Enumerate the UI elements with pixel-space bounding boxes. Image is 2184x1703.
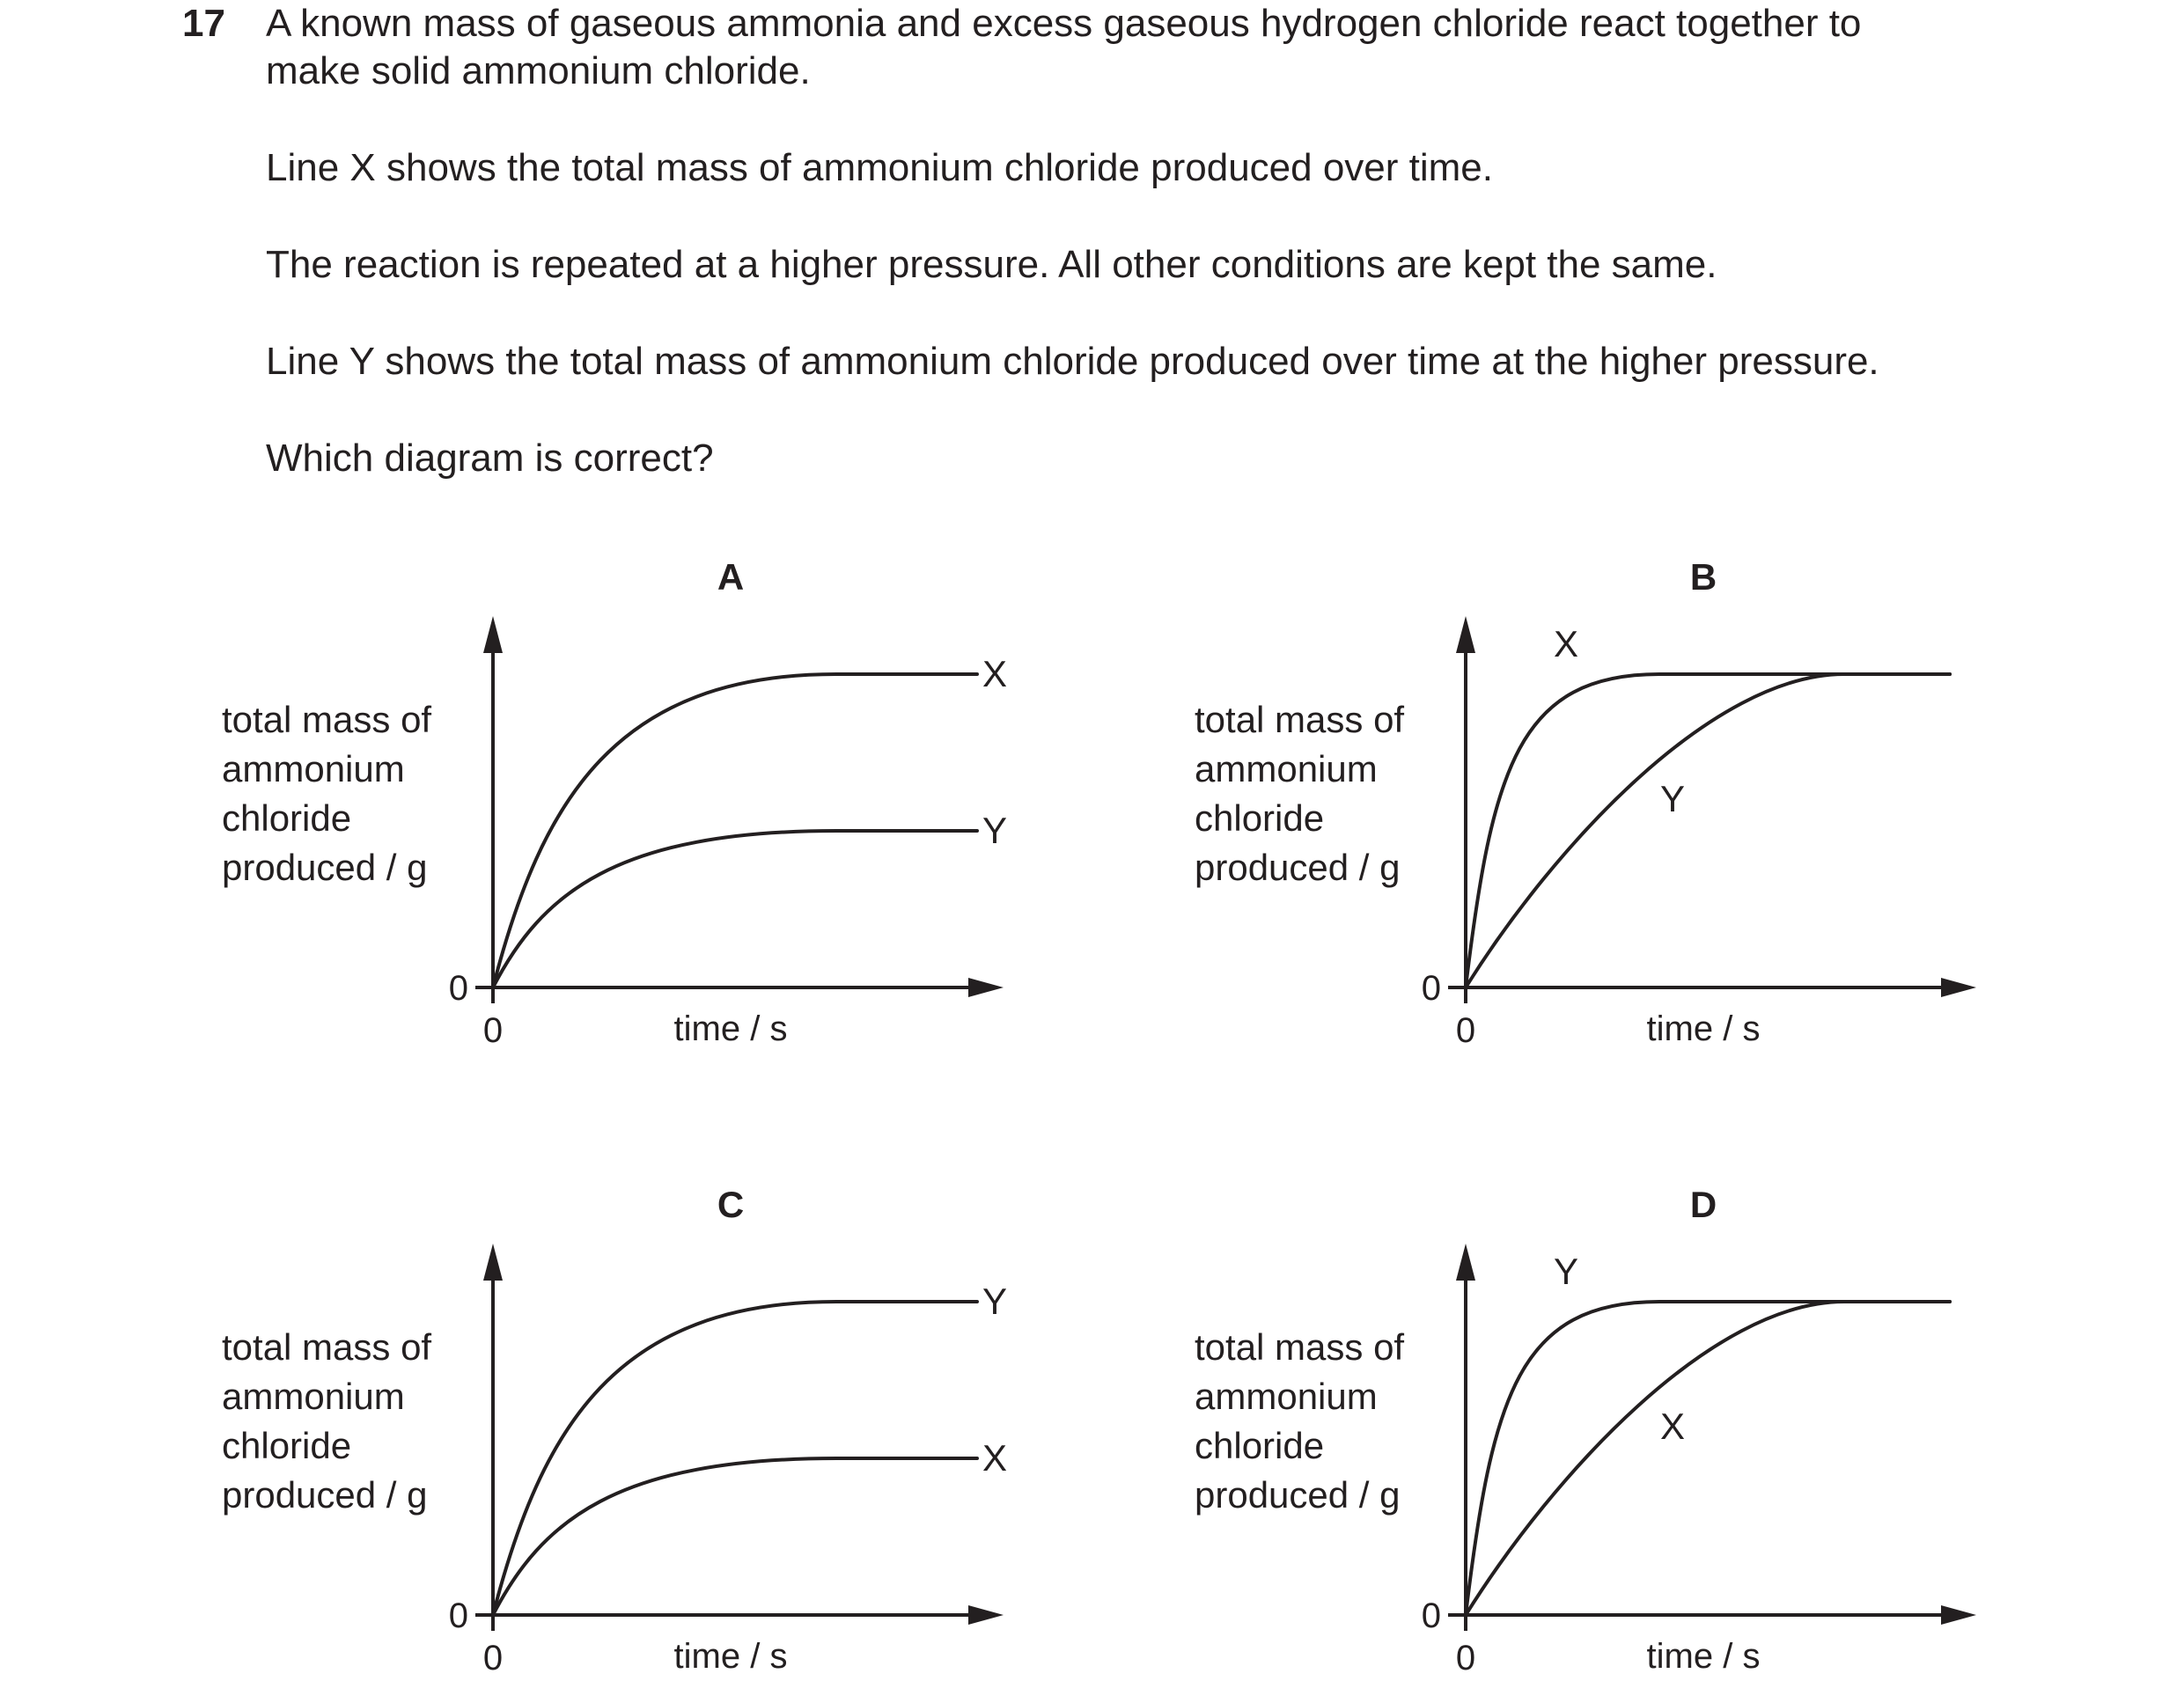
series-line-y <box>493 831 977 987</box>
question-line-2: make solid ammonium chloride. <box>266 49 811 92</box>
x-axis-label: time / s <box>1646 1009 1761 1048</box>
y-axis-arrow <box>483 1244 503 1281</box>
y-axis-label-line: ammonium <box>222 1376 405 1417</box>
x-axis-arrow <box>1941 978 1976 997</box>
question-line-3: Line X shows the total mass of ammonium chloride produced over time. <box>266 146 1493 189</box>
option-letter: A <box>717 556 745 598</box>
question-line-5: Line Y shows the total mass of ammonium chloride produced over time at the higher pressure. <box>266 340 1879 383</box>
y-origin-label: 0 <box>1421 1597 1441 1635</box>
series-label-x: X <box>1659 1406 1686 1447</box>
series-line-x <box>493 1458 977 1615</box>
x-axis-label: time / s <box>673 1009 788 1048</box>
y-axis-label-line: chloride <box>222 1425 352 1466</box>
y-axis-label-line: produced / g <box>1195 847 1401 888</box>
x-axis-label: time / s <box>673 1637 788 1676</box>
y-axis-label-line: total mass of <box>1195 699 1405 740</box>
y-axis-arrow <box>1456 616 1475 653</box>
series-label-y: Y <box>982 1281 1008 1322</box>
question-number: 17 <box>182 2 225 45</box>
question-line-6: Which diagram is correct? <box>266 437 714 480</box>
chart-c <box>222 1184 1007 1677</box>
x-origin-label: 0 <box>1455 1639 1476 1677</box>
option-letter: C <box>717 1184 745 1225</box>
x-origin-label: 0 <box>482 1639 504 1677</box>
x-axis-arrow <box>968 1605 1004 1625</box>
question-line-1: A known mass of gaseous ammonia and excess gaseous hydrogen chloride react together to <box>266 2 1862 45</box>
y-axis-label-line: chloride <box>1195 797 1325 839</box>
series-line-y <box>1466 1302 1950 1615</box>
x-axis-arrow <box>1941 1605 1976 1625</box>
series-label-x: X <box>1554 623 1579 664</box>
x-origin-label: 0 <box>1455 1011 1476 1050</box>
series-label-x: X <box>982 653 1008 694</box>
y-axis-label-line: produced / g <box>1195 1474 1401 1516</box>
y-axis-label-line: chloride <box>222 797 352 839</box>
y-axis-label-line: total mass of <box>222 1326 432 1368</box>
x-axis-label: time / s <box>1646 1637 1761 1676</box>
option-letter: D <box>1689 1184 1717 1225</box>
question-line-4: The reaction is repeated at a higher pressure. All other conditions are kept the same. <box>266 243 1717 286</box>
y-axis-label-line: total mass of <box>222 699 432 740</box>
y-axis-label-line: total mass of <box>1195 1326 1405 1368</box>
y-origin-label: 0 <box>448 969 468 1008</box>
x-axis-arrow <box>968 978 1004 997</box>
y-axis-label-line: ammonium <box>1195 748 1378 789</box>
y-axis-label-line: produced / g <box>222 1474 428 1516</box>
y-origin-label: 0 <box>448 1597 468 1635</box>
y-axis-label-line: ammonium <box>222 748 405 789</box>
chart-a <box>222 556 1007 1050</box>
chart-d <box>1195 1184 1976 1677</box>
series-label-y: Y <box>982 810 1008 851</box>
chart-b <box>1195 556 1976 1050</box>
y-axis-arrow <box>483 616 503 653</box>
series-label-y: Y <box>1659 778 1686 819</box>
y-axis-label-line: produced / g <box>222 847 428 888</box>
x-origin-label: 0 <box>482 1011 504 1050</box>
series-label-x: X <box>982 1437 1008 1479</box>
option-letter: B <box>1689 556 1717 598</box>
y-axis-label-line: chloride <box>1195 1425 1325 1466</box>
y-origin-label: 0 <box>1421 969 1441 1008</box>
series-line-x <box>1466 674 1950 987</box>
y-axis-arrow <box>1456 1244 1475 1281</box>
series-label-y: Y <box>1554 1251 1579 1292</box>
y-axis-label-line: ammonium <box>1195 1376 1378 1417</box>
